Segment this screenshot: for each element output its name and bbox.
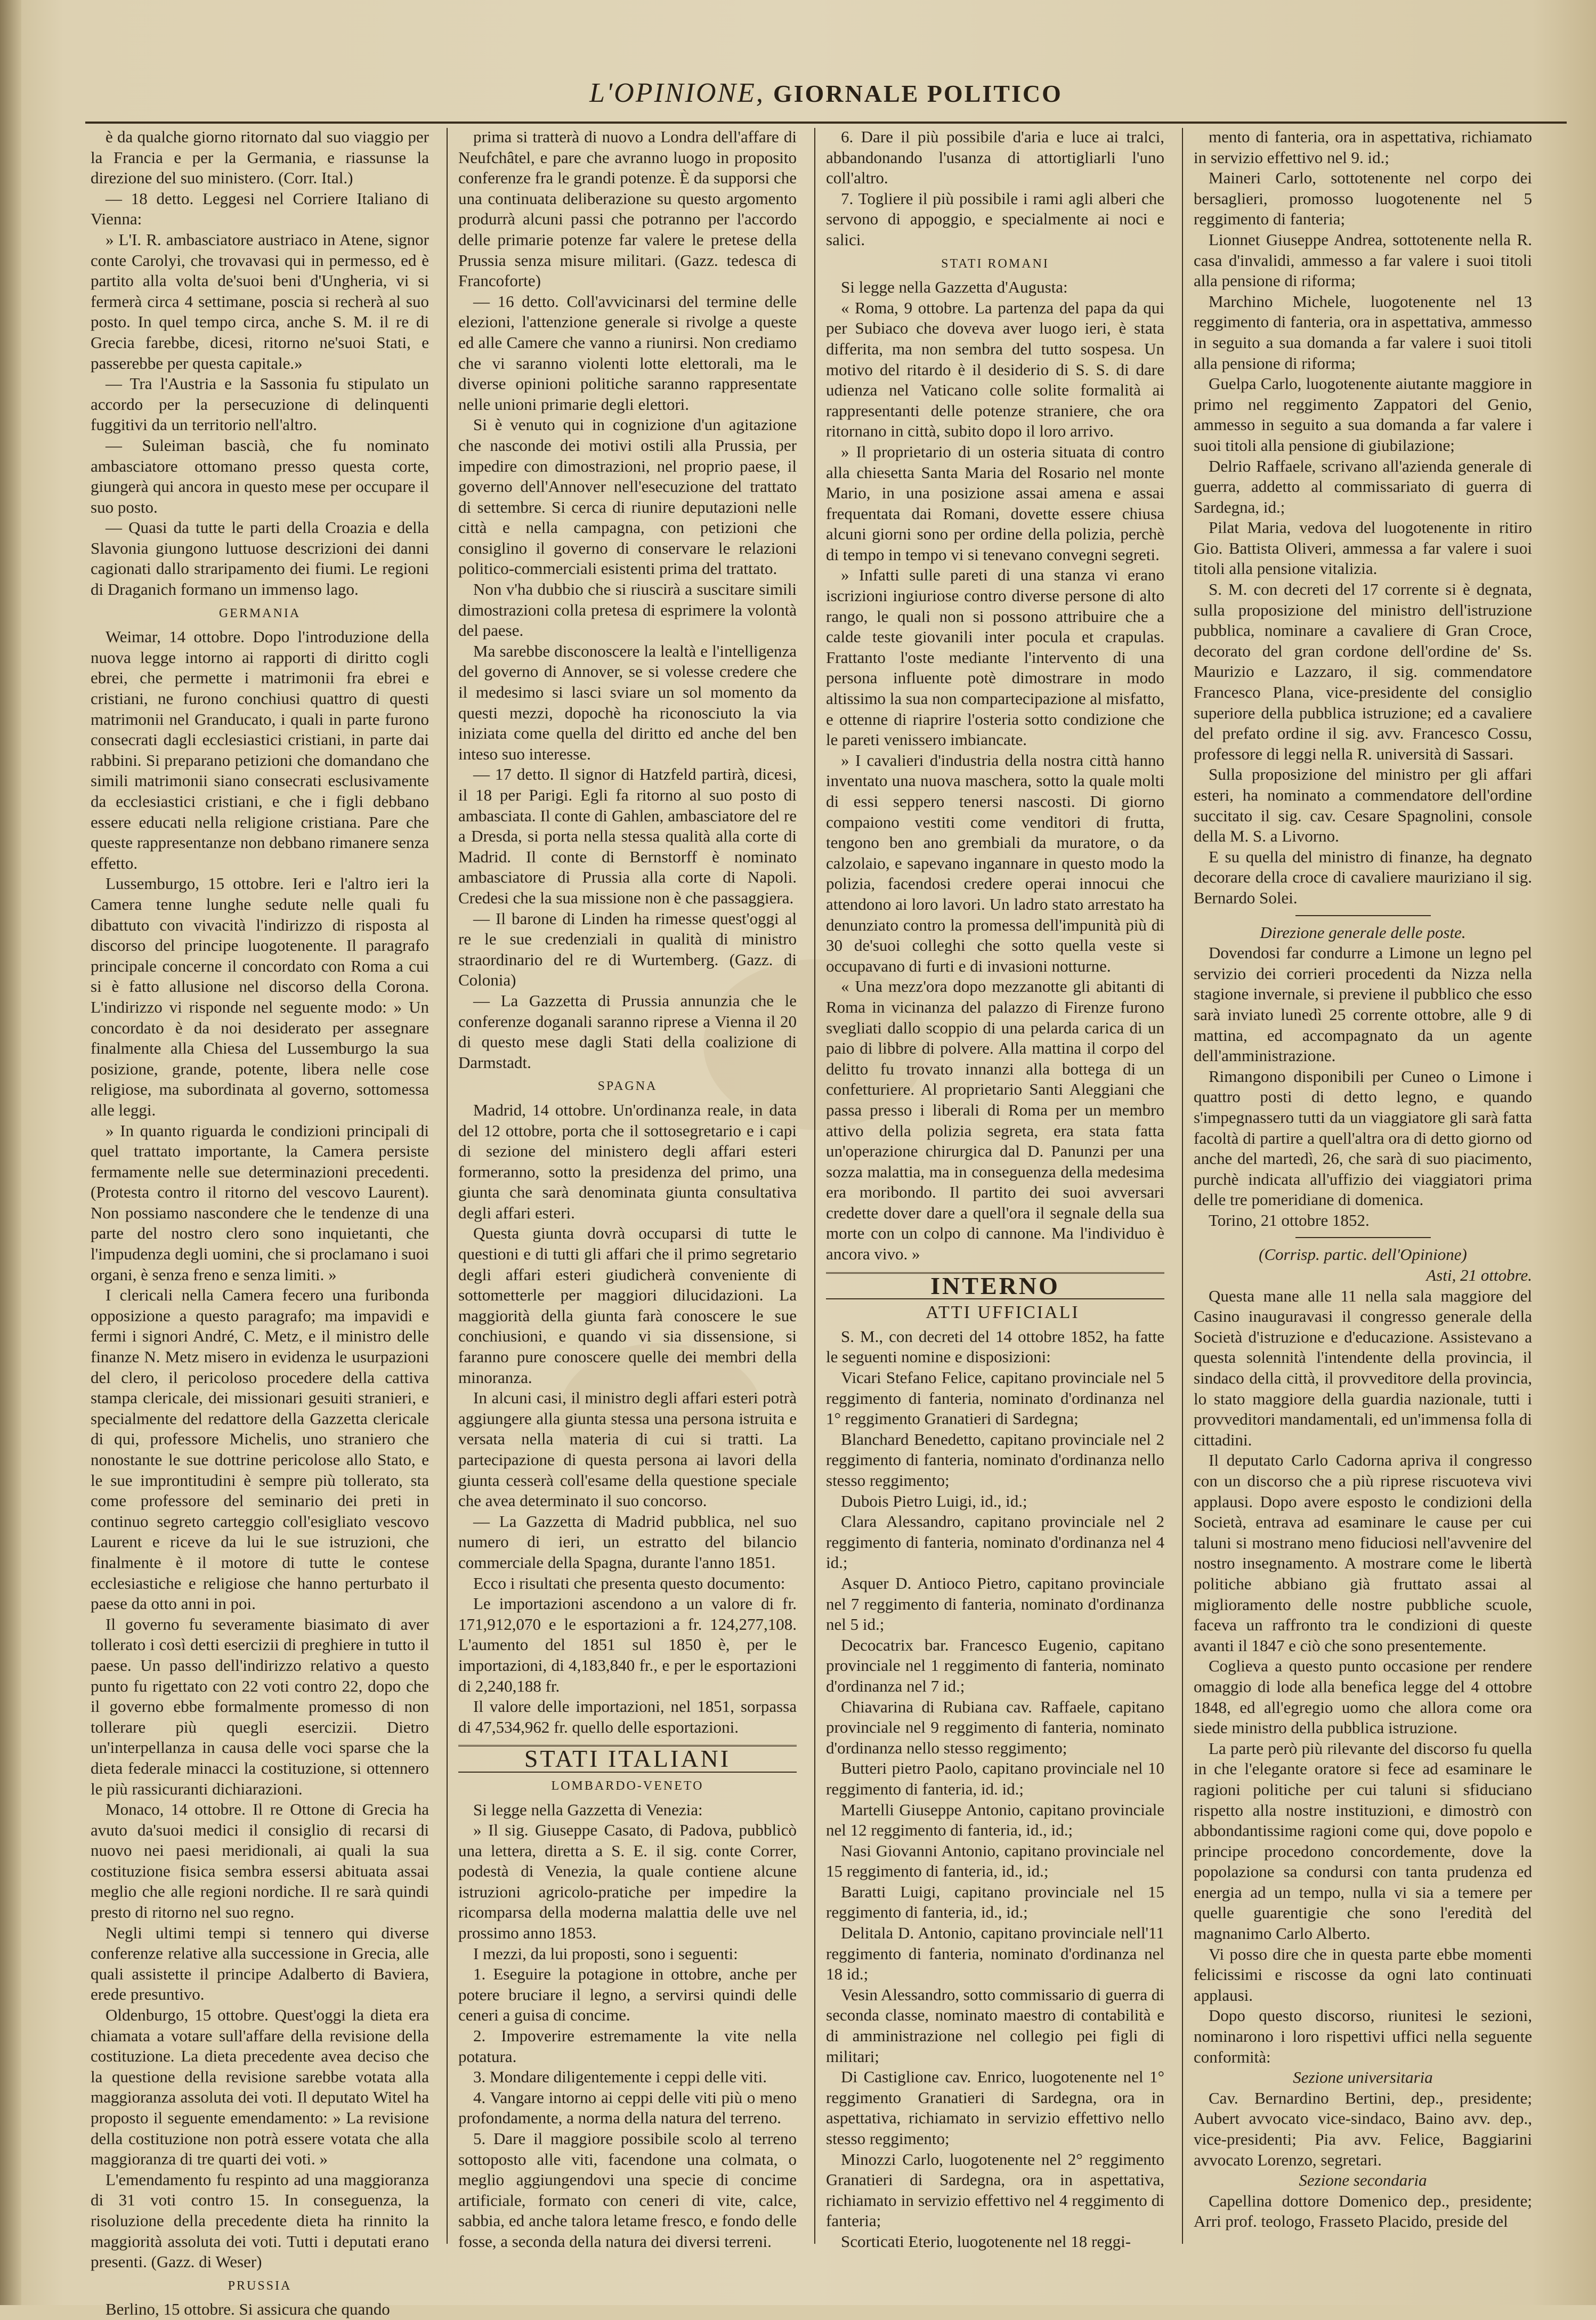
article-paragraph: Si legge nella Gazzetta di Venezia: xyxy=(473,1800,703,1819)
section-divider xyxy=(1295,1237,1431,1238)
article-paragraph: Monaco, 14 ottobre. Il re Ottone di Grecia ha avuto da'suoi medici il consiglio di recarsi di nuovo nei paesi meridionali, ai quali la sua costituzione fisica sembra essersi abituata assai meglio che alle regioni nordiche. Il re sarà quindi presto di ritorno nel suo regno. xyxy=(91,1800,429,1922)
article-paragraph: Maineri Carlo, sottotenente nel corpo dei bersaglieri, promosso luogotenente nel 5 reggimento di fanteria; xyxy=(1194,168,1532,229)
article-paragraph: — La Gazzetta di Prussia annunzia che le conferenze doganali saranno riprese a Vienna il 20 di questo mese dagli Stati della coalizione di Darmstadt. xyxy=(458,991,797,1072)
article-paragraph: Dopo questo discorso, riunitesi le sezioni, nominarono i loro rispettivi uffici nella seguente conformità: xyxy=(1194,2006,1532,2066)
article-paragraph: Minozzi Carlo, luogotenente nel 2° reggimento Granatieri di Sardegna, ora in aspettativa, richiamato in servizio effettivo nel 4 reggimento di fanteria; xyxy=(826,2149,1164,2230)
article-paragraph: 2. Impoverire estremamente la vite nella potatura. xyxy=(458,2026,797,2066)
article-paragraph: Weimar, 14 ottobre. Dopo l'introduzione della nuova legge intorno ai rapporti di diritto cogli ebrei, che permette i matrimonii fra ebrei e cristiani, ne furono conchiusi quattro di questi matrimonii nel Granducato, i quali in parte furono consecrati dagli ecclesiastici cristiani, in parte dai rabbini. Si preparano petizioni che domandano che simili matrimonii siano consecrati esclusivamente da ecclesiastici cristiani, e che i figli debbano essere educati nella religione cristiana. Pare che queste rappresentanze non debbano rimanere senza effetto. xyxy=(91,627,429,872)
article-paragraph: La parte però più rilevante del discorso fu quella in che l'elegante oratore si fece ad esaminare le ragioni politiche per cui taluni si sfiduciano rispetto alla nostre instituzioni, e dimostrò con abbondantissime ragioni come qui, dove popolo e principe procedono concordemente, dove la popolazione sa condursi con tanta prudenza ed energia ad un tempo, nulla vi sia a temere per quelle guarentigie che sono l'eredità del magnanimo Carlo Alberto. xyxy=(1194,1739,1532,1943)
article-paragraph: » In quanto riguarda le condizioni principali di quel trattato importante, la Camera persiste fermamente nelle sue determinazioni precedenti. (Protesta contro il ritorno del vescovo Laurent). Non possiamo nascondere che le tendenze di una parte del nostro clero sono inquietanti, che l'impudenza degli uomini, che si proclamano i suoi organi, è senza freno e senza limiti. » xyxy=(91,1121,429,1284)
article-paragraph: Martelli Giuseppe Antonio, capitano provinciale nel 12 reggimento di fanteria, id., id.; xyxy=(826,1800,1164,1840)
masthead-subtitle: GIORNALE POLITICO xyxy=(773,80,1063,107)
article-paragraph: Il governo fu severamente biasimato di aver tollerato i così detti esercizii di preghiere in tutto il paese. Un passo dell'indirizzo relativo a questo punto fu rigettato con 22 voti contro 22, dopo che il governo ebbe formalmente promesso di non tollerare più quegli esercizii. Dietro un'interpellanza in causa delle voci sparse che la dieta federale minacci la costituzione, si ottennero le più rassicuranti dichiarazioni. xyxy=(91,1614,429,1798)
article-paragraph: S. M. con decreti del 17 corrente si è degnata, sulla proposizione del ministro dell'istruzione pubblica, nominare a cavaliere di Gran Croce, decorato del gran cordone dell'ordine de' Ss. Maurizio e Lazzaro, il sig. commendatore Francesco Plana, vice-presidente del consiglio superiore della pubblica istruzione; ed a cavaliere del prefato ordine il sig. avv. Francesco Cossu, professore di leggi nella R. università di Sassari. xyxy=(1194,580,1532,763)
article-paragraph: Coglieva a questo punto occasione per rendere omaggio di lode alla benefica legge del 4 ottobre 1848, ed all'egregio uomo che allora come ora siede ministro della pubblica istruzione. xyxy=(1194,1656,1532,1737)
article-paragraph: Ma sarebbe disconoscere la lealtà e l'intelligenza del governo di Annover, se si volesse credere che il medesimo si lasci sviare un sol momento da questi mezzi, dopochè ha riconosciuto la via iniziata come quella del diritto ed anche del ben inteso suo interesse. xyxy=(458,641,797,763)
article-paragraph: Marchino Michele, luogotenente nel 13 reggimento di fanteria, ora in aspettativa, ammesso in seguito a sua domanda a far valere i suoi titoli alla pensione di riforma; xyxy=(1194,292,1532,373)
article-paragraph: » I cavalieri d'industria della nostra città hanno inventato una nuova maschera, sotto la quale molti di essi seppero tenersi nascosti. Di giorno compaiono vestiti come venditori di frutta, tengono ben ano grembiali da muratore, o da calzolaio, e sapevano ingannare in questo modo la polizia, facendosi credere operai innocui che attendono ai loro lavori. Un ladro stato arrestato ha denunziato contro la promessa dell'impunità più di 30 de'suoi colleghi che sotto quella veste si occupavano di furti e di invasioni notturne. xyxy=(826,750,1164,975)
article-paragraph: Decocatrix bar. Francesco Eugenio, capitano provinciale nel 1 reggimento di fanteria, nominato d'ordinanza nel 7 id.; xyxy=(826,1635,1164,1695)
page-binding-edge xyxy=(0,0,21,2305)
article-paragraph: Clara Alessandro, capitano provinciale nel 2 reggimento di fanteria, nominato d'ordinanza nel 4 id.; xyxy=(826,1512,1164,1572)
article-paragraph: Cav. Bernardino Bertini, dep., presidente; Aubert avvocato vice-sindaco, Baino avv. dep., vice-presidenti; Pia avv. Felice, Baggiarini avvocato Lorenzo, segretari. xyxy=(1194,2088,1532,2169)
article-paragraph: Capellina dottore Domenico dep., presidente; Arri prof. teologo, Frasseto Placido, preside del xyxy=(1194,2191,1532,2231)
article-paragraph: mento di fanteria, ora in aspettativa, richiamato in servizio effettivo nel 9. id.; xyxy=(1194,127,1532,167)
article-paragraph: Questa mane alle 11 nella sala maggiore del Casino inauguravasi il congresso generale della Società d'istruzione e d'educazione. Assistevano a questa solennità l'intendente della provincia, il sindaco della città, il provveditore della provincia, lo stato maggiore della guardia nazionale, tutti i provveditori mandamentali, ed un'immensa folla di cittadini. xyxy=(1194,1286,1532,1449)
section-heading-interno: INTERNO xyxy=(826,1272,1164,1300)
article-paragraph: Il valore delle importazioni, nel 1851, sorpassa di 47,534,962 fr. quello delle esportazioni. xyxy=(458,1697,797,1736)
article-paragraph: — 18 detto. Leggesi nel Corriere Italiano di Vienna: xyxy=(91,189,429,229)
article-paragraph: « Roma, 9 ottobre. La partenza del papa da qui per Subiaco che doveva aver luogo ieri, è stata differita, ma non sembra del tutto sospesa. Un motivo del ritardo è il desiderio di S. S. di dare udienza nel Vaticano colle solite formalità ai rappresentanti delle potenze straniere, che ora ritornano in città, subito dopo il loro arrivo. xyxy=(826,298,1164,441)
article-paragraph: Blanchard Benedetto, capitano provinciale nel 2 reggimento di fanteria, nominato d'ordinanza nello stesso reggimento; xyxy=(826,1429,1164,1490)
article-paragraph: Dubois Pietro Luigi, id., id.; xyxy=(841,1491,1027,1510)
article-paragraph: Si è venuto qui in cognizione d'un agitazione che nasconde dei motivi ostili alla Prussia, per impedire con dimostrazioni, nel proprio paese, il governo dell'Annover nell'esecuzione del trattato di settembre. Si cerca di riunire deputazioni nelle città e nella campagna, con petizioni che consiglino il governo di conservare le relazioni politico-commerciali esistenti prima del trattato. xyxy=(458,415,797,578)
subsection-heading-lombardo-veneto: LOMBARDO-VENETO xyxy=(551,1779,704,1793)
subsection-heading-universitaria: Sezione universitaria xyxy=(1293,2068,1433,2087)
column-3 xyxy=(826,127,1164,2251)
article-paragraph: — 17 detto. Il signor di Hatzfeld partirà, dicesi, il 18 per Parigi. Egli fa ritorno al suo posto di ambasciata. Il conte di Gahlen, ambasciatore del re a Dresda, si porta nella stessa qualità alla corte di Madrid. Il conte di Bernstorff è nominato ambasciatore di Prussia alla corte di Napoli. Credesi che la sua missione non è che passaggiera. xyxy=(458,765,797,907)
article-paragraph: — La Gazzetta di Madrid pubblica, nel suo numero di ieri, un estratto del bilancio commerciale della Spagna, durante l'anno 1851. xyxy=(458,1511,797,1572)
article-paragraph: Baratti Luigi, capitano provinciale nel 15 reggimento di fanteria, id., id.; xyxy=(826,1882,1164,1922)
article-paragraph: » Infatti sulle pareti di una stanza vi erano iscrizioni ingiuriose contro diverse persone di alto rango, le quali non si possono attribuire che a calde teste giovanili inter pocula et crapulas. Frattanto l'oste mediante l'intervento di una persona influente potè dimostrare in modo altissimo la sua non compartecipazione al misfatto, e ottenne di riaprire l'osteria sotto condizione che le pareti venissero imbiancate. xyxy=(826,565,1164,749)
article-paragraph: Guelpa Carlo, luogotenente aiutante maggiore in primo nel reggimento Zappatori del Genio, ammesso in seguito a sua domanda a far valere i suoi titoli alla pensione di giubilazione; xyxy=(1194,374,1532,455)
masthead-rule xyxy=(85,122,1567,124)
section-divider xyxy=(1295,915,1431,916)
subsection-heading-secondaria: Sezione secondaria xyxy=(1299,2171,1427,2190)
column-4 xyxy=(1194,127,1532,2245)
article-paragraph: Di Castiglione cav. Enrico, luogotenente nel 1° reggimento Granatieri di Sardegna, ora in aspettativa, richiamato in servizio effettivo nello stesso reggimento; xyxy=(826,2067,1164,2148)
article-paragraph: Vicari Stefano Felice, capitano provinciale nel 5 reggimento di fanteria, nominato d'ordinanza nel 1° reggimento Granatieri di Sardegna; xyxy=(826,1368,1164,1428)
article-paragraph: Le importazioni ascendono a un valore di fr. 171,912,070 e le esportazioni a fr. 124,277,108. L'aumento del 1851 sul 1850 è, per le importazioni, di 4,183,840 fr., e per le esportazioni di 2,240,188 fr. xyxy=(458,1594,797,1695)
article-paragraph: Asquer D. Antioco Pietro, capitano provinciale nel 7 reggimento di fanteria, nominato d'ordinanza nel 5 id.; xyxy=(826,1573,1164,1634)
section-heading-stati-italiani: STATI ITALIANI xyxy=(458,1745,797,1773)
article-paragraph: Chiavarina di Rubiana cav. Raffaele, capitano provinciale nel 9 reggimento di fanteria, nominato d'ordinanza nello stesso reggimento; xyxy=(826,1697,1164,1757)
article-paragraph: Ecco i risultati che presenta questo documento: xyxy=(473,1573,785,1593)
article-paragraph: Torino, 21 ottobre 1852. xyxy=(1209,1210,1370,1230)
article-paragraph: L'emendamento fu respinto ad una maggioranza di 31 voti contro 15. In conseguenza, la risoluzione della precedente dieta ha rinnito la maggiorità assoluta dei voti. Tutti i deputati erano presenti. (Gazz. di Weser) xyxy=(91,2170,429,2272)
article-paragraph: 6. Dare il più possibile d'aria e luce ai tralci, abbandonando l'usanza di attortigliarli l'uno coll'altro. xyxy=(826,127,1164,188)
section-heading-prussia: PRUSSIA xyxy=(228,2278,292,2293)
article-paragraph: Vi posso dire che in questa parte ebbe momenti felicissimi e riscosse da ogni lato continuati applausi. xyxy=(1194,1944,1532,2004)
column-rule xyxy=(814,128,815,2244)
article-paragraph: Vesin Alessandro, sotto commissario di guerra di seconda classe, nominato maestro di contabilità e di amministrazione nel collegio pei figli di militari; xyxy=(826,1985,1164,2066)
section-heading-stati-romani: STATI ROMANI xyxy=(941,256,1049,271)
article-paragraph: Il deputato Carlo Cadorna apriva il congresso con un discorso che a più riprese riscuoteva vivi applausi. Dopo avere esposto le condizioni della Società, entrava ad esaminare le cause per cui taluni si mostrano meno fiduciosi nell'avvenire del nostro insegnamento. A mostrare come le libertà politiche abbiano già fruttato assai al miglioramento delle nostre pubbliche scuole, faceva un raffronto tra le condizioni di queste avanti il 1847 e ciò che sono presentemente. xyxy=(1194,1451,1532,1655)
article-paragraph: prima si tratterà di nuovo a Londra dell'affare di Neufchâtel, e pare che avranno luogo in proposito conferenze fra le grandi potenze. È da supporsi che una continuata deliberazione su questo argomento produrrà alcuni passi che potranno per l'accordo delle primarie potenze far valere le pretese della Prussia senza misure militari. (Gazz. tedesca di Francoforte) xyxy=(458,127,797,290)
article-paragraph: Lussemburgo, 15 ottobre. Ieri e l'altro ieri la Camera tenne lunghe sedute nelle quali fu dibattuto con vivacità l'indirizzo di risposta al discorso del principe luogotenente. Il paragrafo principale concerne il concordato con Roma a cui si è fatto allusione nel discorso della Corona. L'indirizzo vi risponde nel seguente modo: » Un concordato è da noi desiderato per assegnare finalmente alla Chiesa del Lussemburgo la sua posizione, grande, potente, libera nelle cose religiose, ma subordinata al governo, sottomessa alle leggi. xyxy=(91,874,429,1119)
article-paragraph: Non v'ha dubbio che si riuscirà a suscitare simili dimostrazioni colla pretesa di esprimere la volontà del paese. xyxy=(458,580,797,640)
article-paragraph: « Una mezz'ora dopo mezzanotte gli abitanti di Roma in vicinanza del palazzo di Firenze furono svegliati dallo scoppio di una pelarda carica di un paio di libbre di polvere. Alla mattina il corpo del delitto fu trovato innanzi alla bottega di un confetturiere. Al proprietario Santi Aleggiani che passa presso i liberali di Roma per un membro attivo della polizia segreta, era stata fatta un'operazione chirurgica dal D. Panunzi per una sozza malattia, ma in conseguenza della medesima era moribondo. Il partito dei suoi avversari credette dover dare a quell'ora il segnale della sua morte con un colpo di cannone. Ma l'individuo è ancora vivo. » xyxy=(826,977,1164,1264)
dateline: Asti, 21 ottobre. xyxy=(1426,1266,1532,1285)
section-heading-poste: Direzione generale delle poste. xyxy=(1260,923,1466,942)
article-paragraph: Delrio Raffaele, scrivano all'azienda generale di guerra, addetto al commissariato di guerra di Sardegna, id.; xyxy=(1194,456,1532,516)
masthead-title: L'OPINIONE, xyxy=(589,78,765,108)
column-1 xyxy=(91,127,429,2319)
article-paragraph: 5. Dare il maggiore possibile scolo al terreno sottoposto alle viti, facendone una colmata, o meglio aggiungendovi una specie di concime artificiale, formato con ceneri di vite, calce, sabbia, ed anche talora letame fresco, e fondo delle fosse, a seconda della natura dei diversi terreni. xyxy=(458,2129,797,2251)
article-paragraph: 1. Eseguire la potagione in ottobre, anche per potere bruciare il legno, a servirsi quindi delle ceneri a guisa di concime. xyxy=(458,1965,797,2025)
article-paragraph: In alcuni casi, il ministro degli affari esteri potrà aggiungere alla giunta stessa una persona istruita e versata nella materia di cui si tratti. La partecipazione di questa persona ai lavori della giunta cesserà coll'esame della questione speciale che avea determinato il suo concorso. xyxy=(458,1388,797,1510)
article-paragraph: Oldenburgo, 15 ottobre. Quest'oggi la dieta era chiamata a votare sull'affare della revisione della costituzione. La dieta precedente avea deciso che la questione della revisione sarebbe votata alla maggioranza assoluta dei voti. Il deputato Witel ha proposto il seguente emendamento: » La revisione della costituzione non potrà essere votata che alla maggioranza di tre quarti dei voti. » xyxy=(91,2006,429,2169)
section-heading-spagna: SPAGNA xyxy=(597,1079,658,1094)
article-paragraph: Scorticati Eterio, luogotenente nel 18 reggi- xyxy=(841,2232,1131,2251)
section-heading-germania: GERMANIA xyxy=(218,606,301,620)
article-paragraph: Sulla proposizione del ministro per gli affari esteri, ha nominato a commendatore dell'ordine succitato il sig. cav. Cesare Spagnolini, console della M. S. a Livorno. xyxy=(1194,765,1532,846)
column-rule xyxy=(1182,128,1183,2244)
article-paragraph: Rimangono disponibili per Cuneo o Limone i quattro posti di detto legno, e quando s'impegnassero tutti da un viaggiatore gli sarà fatta facoltà di partire a quell'altra ora di detto giorno od anche del martedì, 26, che sarà di suo piacimento, purchè indicata all'uffizio dei viaggiatori prima delle tre pomeridiane di domenica. xyxy=(1194,1066,1532,1209)
article-paragraph: — Il barone di Linden ha rimesse quest'oggi al re le sue credenziali in qualità di ministro straordinario del re di Wurtemberg. (Gazz. di Colonia) xyxy=(458,909,797,990)
section-heading-corrispondenza: (Corrisp. partic. dell'Opinione) xyxy=(1259,1245,1467,1264)
article-paragraph: — Tra l'Austria e la Sassonia fu stipulato un accordo per la persecuzione di delinquenti fuggitivi da un territorio nell'altro. xyxy=(91,374,429,434)
article-paragraph: Nasi Giovanni Antonio, capitano provinciale nel 15 reggimento di fanteria, id., id.; xyxy=(826,1841,1164,1881)
article-paragraph: Questa giunta dovrà occuparsi di tutte le questioni e di tutti gli affari che il primo segretario degli affari esteri giudicherà conveniente di sottometterle per maggiori dilucidazioni. La maggiorità della giunta farà conoscere le sue conchiusioni, e quando vi sia dissensione, si faranno pure conoscere quelle dei membri della minoranza. xyxy=(458,1224,797,1387)
article-paragraph: Negli ultimi tempi si tennero qui diverse conferenze relative alla successione in Grecia, alle quali assistette il principe Adalberto di Baviera, erede presuntivo. xyxy=(91,1923,429,2004)
subsection-heading-atti-ufficiali: ATTI UFFICIALI xyxy=(926,1303,1080,1323)
article-paragraph: » Il proprietario di un osteria situata di contro alla chiesetta Santa Maria del Rosario nel monte Mario, in una posizione assai amena e assai frequentata dai Romani, dovette essere chiusa alcuni giorni sono per ordine della polizia, perchè di tempo in tempo vi si tenevano convegni segreti. xyxy=(826,442,1164,564)
article-paragraph: 4. Vangare intorno ai ceppi delle viti più o meno profondamente, a norma della natura del terreno. xyxy=(458,2088,797,2128)
column-rule xyxy=(447,128,448,2244)
article-paragraph: » L'I. R. ambasciatore austriaco in Atene, signor conte Carolyi, che trovavasi qui in permesso, ed è partito alla volta de'suoi beni d'Ungheria, vi si fermerà circa 4 settimane, poscia si recherà al suo posto. In quel tempo circa, anche S. M. il re di Grecia farebbe, dicesi, ritorno ne'suoi Stati, e passerebbe per questa capitale.» xyxy=(91,230,429,373)
article-paragraph: I clericali nella Camera fecero una furibonda opposizione a questo paragrafo; ma impavidi e fermi i signori André, C. Metz, e il ministro delle finanze N. Metz misero in evidenza le usurpazioni del clero, il pericoloso procedere della cattiva stampa clericale, dei missionari gesuiti stranieri, e specialmente del redattore della Gazzetta clericale di qui, professore Michelis, uno straniero che nonostante le sue dottrine pericolose allo Stato, e le sue improntitudini è sempre più tollerato, sta come professore del seminario dei preti in continuo segreto carteggio coll'esigliato vescovo Laurent e riceve da lui le sue istruzioni, che finalmente è il motore di tutte le contese ecclesiastiche e religiose che hanno perturbato il paese da otto anni in poi. xyxy=(91,1286,429,1613)
article-paragraph: » Il sig. Giuseppe Casato, di Padova, pubblicò una lettera, diretta a S. E. il sig. conte Correr, podestà di Venezia, la quale contiene alcune istruzioni agricolo-pratiche per impedire la ricomparsa della moderna malattia delle uve nel prossimo anno 1853. xyxy=(458,1821,797,1943)
masthead xyxy=(85,77,1567,120)
article-paragraph: Butteri pietro Paolo, capitano provinciale nel 10 reggimento di fanteria, id. id.; xyxy=(826,1759,1164,1798)
article-paragraph: I mezzi, da lui proposti, sono i seguenti: xyxy=(473,1944,738,1963)
article-paragraph: 7. Togliere il più possibile i rami agli alberi che servono di appoggio, e specialmente ai noci e salici. xyxy=(826,189,1164,249)
article-paragraph: 3. Mondare diligentemente i ceppi delle viti. xyxy=(473,2067,767,2087)
article-paragraph: Pilat Maria, vedova del luogotenente in ritiro Gio. Battista Oliveri, ammessa a far valere i suoi titoli alla pensione vitalizia. xyxy=(1194,518,1532,578)
article-paragraph: Si legge nella Gazzetta d'Augusta: xyxy=(841,278,1068,297)
article-paragraph: S. M., con decreti del 14 ottobre 1852, ha fatte le seguenti nomine e disposizioni: xyxy=(826,1327,1164,1367)
article-paragraph: è da qualche giorno ritornato dal suo viaggio per la Francia e per la Germania, e riassunse la direzione del suo ministero. (Corr. Ital.) xyxy=(91,127,429,188)
article-paragraph: Dovendosi far condurre a Limone un legno pel servizio dei corrieri procedenti da Nizza nella stagione invernale, si previene il pubblico che esso sarà inviato lunedì 25 corrente ottobre, alle 9 di mattina, ed accompagnato da un agente dell'amministrazione. xyxy=(1194,943,1532,1065)
article-paragraph: — 16 detto. Coll'avvicinarsi del termine delle elezioni, l'attenzione generale si rivolge a queste ed alle Camere che vanno a riunirsi. Non crediamo che vi saranno violenti lotte elettorali, ma le diverse opinioni politiche saranno rappresentate nelle unioni primarie degli elettori. xyxy=(458,292,797,414)
article-paragraph: Delitala D. Antonio, capitano provinciale nell'11 reggimento di fanteria, nominato d'ordinanza nel 18 id.; xyxy=(826,1923,1164,1984)
column-2 xyxy=(458,127,797,2251)
article-paragraph: — Suleiman bascià, che fu nominato ambasciatore ottomano presso questa corte, giungerà qui ancora in questo mese per occupare il suo posto. xyxy=(91,435,429,516)
article-paragraph: Lionnet Giuseppe Andrea, sottotenente nella R. casa d'invalidi, ammesso a far valere i suoi titoli alla pensione di riforma; xyxy=(1194,230,1532,290)
article-paragraph: E su quella del ministro di finanze, ha degnato decorare della croce di cavaliere mauriziano il sig. Bernardo Solei. xyxy=(1194,847,1532,907)
article-paragraph: — Quasi da tutte le parti della Croazia e della Slavonia giungono luttuose descrizioni dei danni cagionati dallo straripamento dei fiumi. Le regioni di Draganich formano un immenso lago. xyxy=(91,518,429,599)
article-paragraph: Berlino, 15 ottobre. Si assicura che quando xyxy=(106,2300,390,2319)
article-paragraph: Madrid, 14 ottobre. Un'ordinanza reale, in data del 12 ottobre, porta che il sottosegretario e i capi di sezione del ministero degli affari esteri formeranno, sotto la presidenza del primo, una giunta che sarà denominata giunta consultativa degli affari esteri. xyxy=(458,1100,797,1222)
